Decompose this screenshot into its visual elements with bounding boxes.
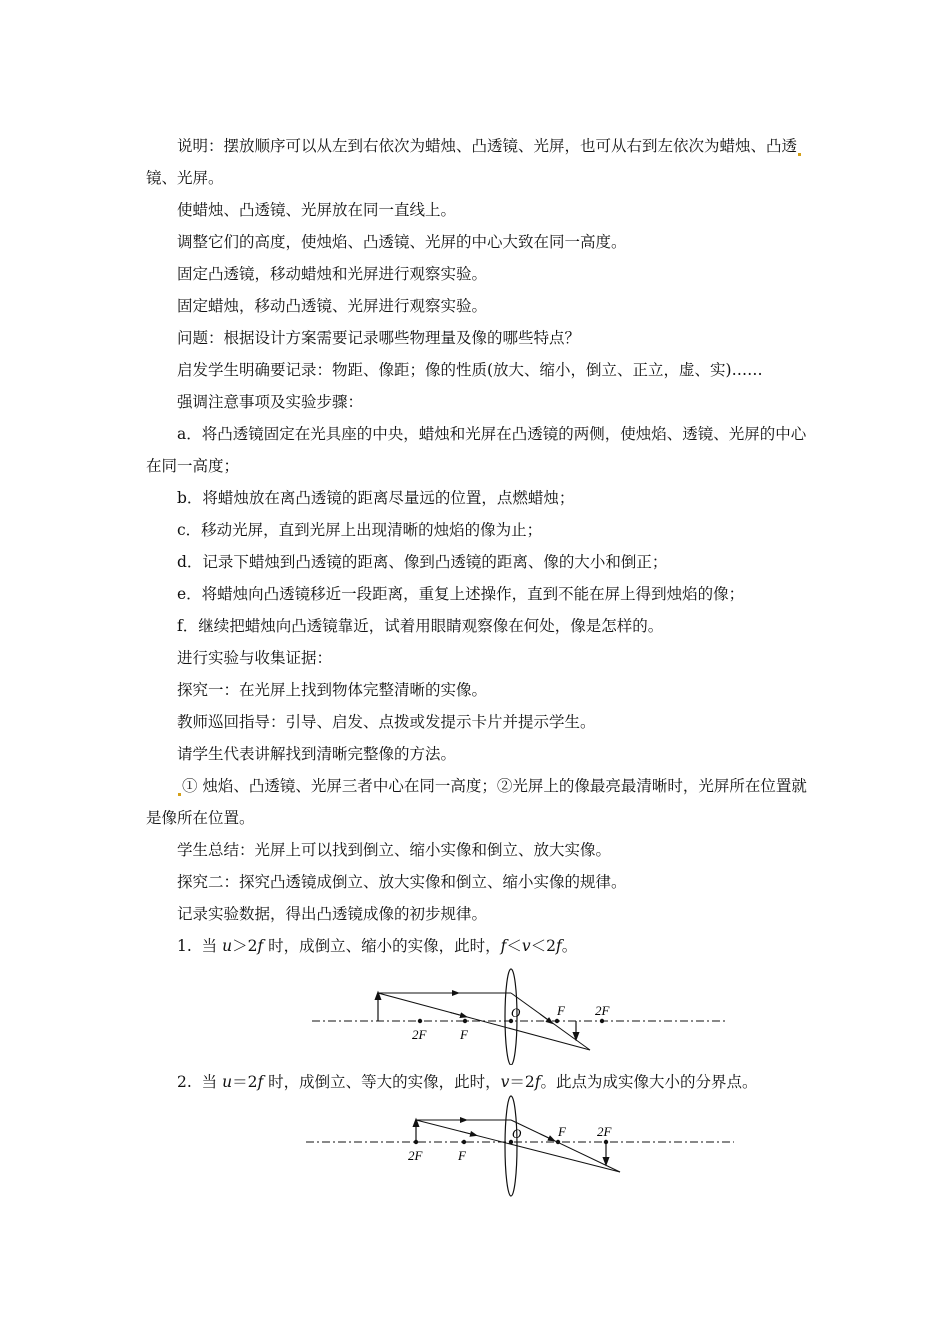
edit-mark-icon (178, 793, 181, 796)
paragraph-method: ① 烛焰、凸透镜、光屏三者中心在同一高度；②光屏上的像最亮最清晰时，光屏所在位置就 (177, 776, 807, 796)
left-f-point (463, 1019, 467, 1023)
label-left-f: F (458, 1148, 466, 1163)
label-center: O (512, 1126, 522, 1141)
paragraph-record-data: 记录实验数据，得出凸透镜成像的初步规律。 (177, 905, 488, 923)
paragraph-arrangement-note: 说明：摆放顺序可以从左到右依次为蜡烛、凸透镜、光屏，也可从右到左依次为蜡烛、凸透 (177, 136, 802, 156)
label-left-2f: 2F (412, 1027, 427, 1042)
step-d: d．记录下蜡烛到凸透镜的距离、像到凸透镜的距离、像的大小和倒正； (177, 553, 668, 571)
right-f-point (556, 1140, 560, 1144)
paragraph-experiment-heading: 进行实验与收集证据： (177, 649, 333, 667)
label-right-2f: 2F (597, 1124, 612, 1139)
paragraph-arrangement-note-cont: 镜、光屏。 (146, 169, 224, 187)
paragraph-same-line: 使蜡烛、凸透镜、光屏放在同一直线上。 (177, 201, 457, 219)
left-2f-point (418, 1019, 422, 1023)
step-c: c．移动光屏，直到光屏上出现清晰的烛焰的像为止； (177, 521, 543, 539)
rule-two: 2. 当 u＝2f 时，成倒立、等大的实像，此时，v＝2f。此点为成实像大小的分界点。 (177, 1073, 758, 1091)
paragraph-student-summary: 学生总结：光屏上可以找到倒立、缩小实像和倒立、放大实像。 (177, 841, 612, 859)
ray-arrow (460, 1131, 476, 1135)
step-b: b．将蜡烛放在离凸透镜的距离尽量远的位置，点燃蜡烛； (177, 489, 575, 507)
label-left-f: F (460, 1027, 468, 1042)
right-2f-point (604, 1140, 608, 1144)
lens-diagram-u-equals-2f (300, 1092, 740, 1200)
ray-arrow (540, 1134, 554, 1141)
ray-arrow (540, 1014, 552, 1023)
right-f-point (555, 1019, 559, 1023)
convex-lens (505, 1096, 517, 1196)
paragraph-student-explain: 请学生代表讲解找到清晰完整像的方法。 (177, 745, 457, 763)
lens-diagram-u-greater-2f (300, 965, 740, 1065)
paragraph-explore-one: 探究一：在光屏上找到物体完整清晰的实像。 (177, 681, 488, 699)
ray-arrow (450, 1012, 466, 1016)
paragraph-record-items: 启发学生明确要记录：物距、像距；像的性质(放大、缩小，倒立、正立，虚、实)…… (177, 361, 763, 379)
step-a-cont: 在同一高度； (146, 457, 240, 475)
label-left-2f: 2F (408, 1148, 423, 1163)
edit-mark-icon (798, 153, 801, 156)
rule-one: 1. 当 u＞2f 时，成倒立、缩小的实像，此时，f＜v＜2f。 (177, 937, 578, 955)
paragraph-teacher-guidance: 教师巡回指导：引导、启发、点拨或发提示卡片并提示学生。 (177, 713, 596, 731)
left-f-point (462, 1140, 466, 1144)
step-f: f．继续把蜡烛向凸透镜靠近，试着用眼睛观察像在何处，像是怎样的。 (177, 617, 664, 635)
step-e: e．将蜡烛向凸透镜移近一段距离，重复上述操作，直到不能在屏上得到烛焰的像； (177, 585, 745, 603)
right-2f-point (600, 1019, 604, 1023)
paragraph-fix-lens: 固定凸透镜，移动蜡烛和光屏进行观察实验。 (177, 265, 488, 283)
paragraph-steps-heading: 强调注意事项及实验步骤： (177, 393, 364, 411)
paragraph-adjust-height: 调整它们的高度，使烛焰、凸透镜、光屏的中心大致在同一高度。 (177, 233, 627, 251)
step-a: a．将凸透镜固定在光具座的中央，蜡烛和光屏在凸透镜的两侧，使烛焰、透镜、光屏的中心 (177, 425, 807, 443)
label-right-f: F (558, 1124, 566, 1139)
paragraph-explore-two: 探究二：探究凸透镜成倒立、放大实像和倒立、缩小实像的规律。 (177, 873, 627, 891)
label-right-2f: 2F (595, 1003, 610, 1018)
paragraph-method-cont: 是像所在位置。 (146, 809, 255, 827)
left-2f-point (414, 1140, 418, 1144)
label-right-f: F (557, 1003, 565, 1018)
paragraph-fix-candle: 固定蜡烛，移动凸透镜、光屏进行观察实验。 (177, 297, 488, 315)
label-center: O (511, 1005, 521, 1020)
paragraph-question: 问题：根据设计方案需要记录哪些物理量及像的哪些特点？ (177, 329, 581, 347)
